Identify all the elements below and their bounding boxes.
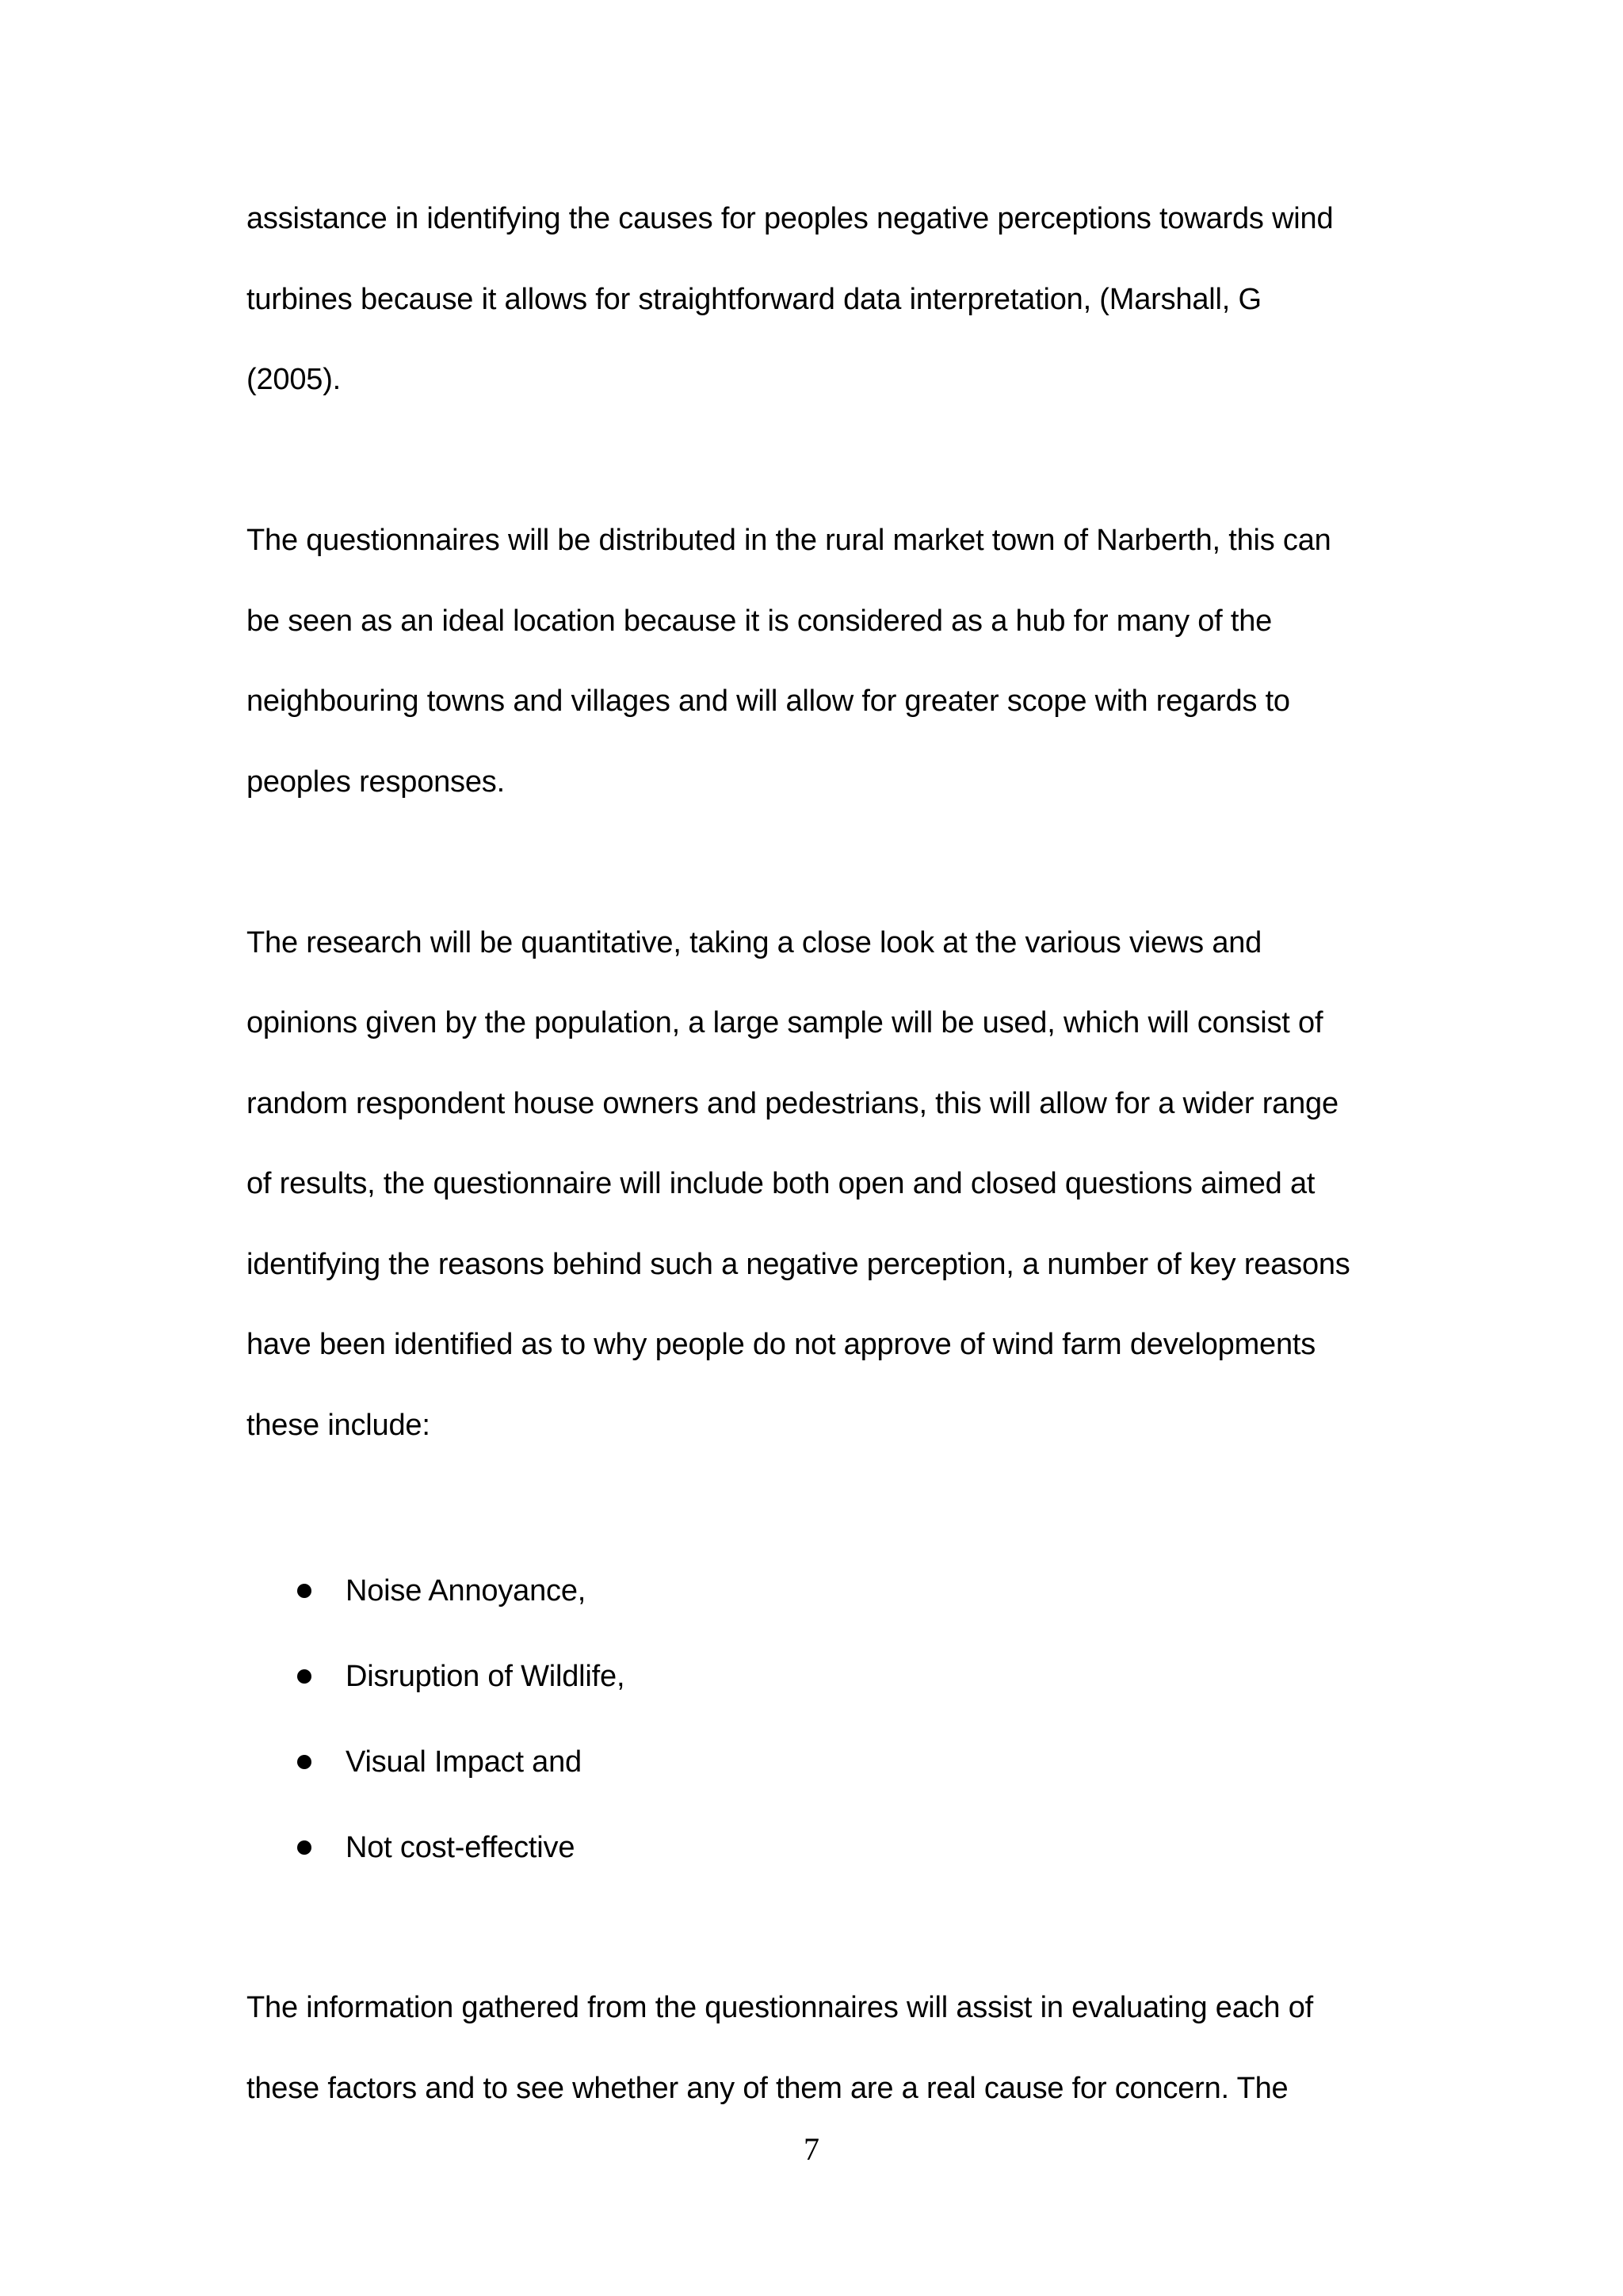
paragraph-2	[246, 501, 1435, 822]
text-line: The questionnaires will be distributed in the rural market town of Narberth, this can	[246, 524, 1331, 557]
text-line: have been identified as to why people do not approve of wind farm developments	[246, 1328, 1316, 1361]
bullet-icon	[297, 1840, 311, 1855]
list-item-label: Noise Annoyance,	[346, 1574, 586, 1608]
paragraph-1	[246, 179, 1435, 421]
text-line: random respondent house owners and pedestrians, this will allow for a wider range	[246, 1086, 1338, 1120]
text-line: (2005).	[246, 363, 342, 396]
list-item-label: Visual Impact and	[346, 1745, 582, 1779]
list-item	[246, 1719, 1435, 1805]
list-item	[246, 1634, 1435, 1719]
text-line: assistance in identifying the causes for peoples negative perceptions towards wind	[246, 202, 1334, 235]
text-line: The research will be quantitative, taking a close look at the various views and	[246, 925, 1262, 959]
bullet-icon	[297, 1669, 311, 1684]
body-text	[246, 179, 1435, 2129]
list-item-label: Not cost-effective	[346, 1831, 575, 1864]
text-line: opinions given by the population, a large sample will be used, which will consist of	[246, 1006, 1323, 1039]
text-line: neighbouring towns and villages and will allow for greater scope with regards to	[246, 685, 1290, 718]
bullet-list	[246, 1548, 1435, 1890]
text-line: peoples responses.	[246, 765, 505, 799]
paragraph-4	[246, 1968, 1435, 2129]
list-item	[246, 1548, 1435, 1634]
paragraph-gap	[246, 421, 1435, 502]
text-line: be seen as an ideal location because it is considered as a hub for many of the	[246, 604, 1273, 638]
paragraph-gap	[246, 822, 1435, 903]
text-line: turbines because it allows for straightforward data interpretation, (Marshall, G	[246, 282, 1262, 316]
list-item-label: Disruption of Wildlife,	[346, 1660, 625, 1693]
text-line: identifying the reasons behind such a negative perception, a number of key reasons	[246, 1247, 1350, 1281]
text-line: these factors and to see whether any of them are a real cause for concern. The	[246, 2071, 1289, 2105]
paragraph-3	[246, 903, 1435, 1466]
page-number: 7	[804, 2131, 819, 2167]
bullet-icon	[297, 1584, 311, 1598]
bullet-icon	[297, 1755, 311, 1769]
text-line: of results, the questionnaire will include both open and closed questions aimed at	[246, 1167, 1316, 1200]
text-line: The information gathered from the questionnaires will assist in evaluating each of	[246, 1991, 1314, 2024]
list-item	[246, 1805, 1435, 1890]
text-line: these include:	[246, 1408, 430, 1442]
